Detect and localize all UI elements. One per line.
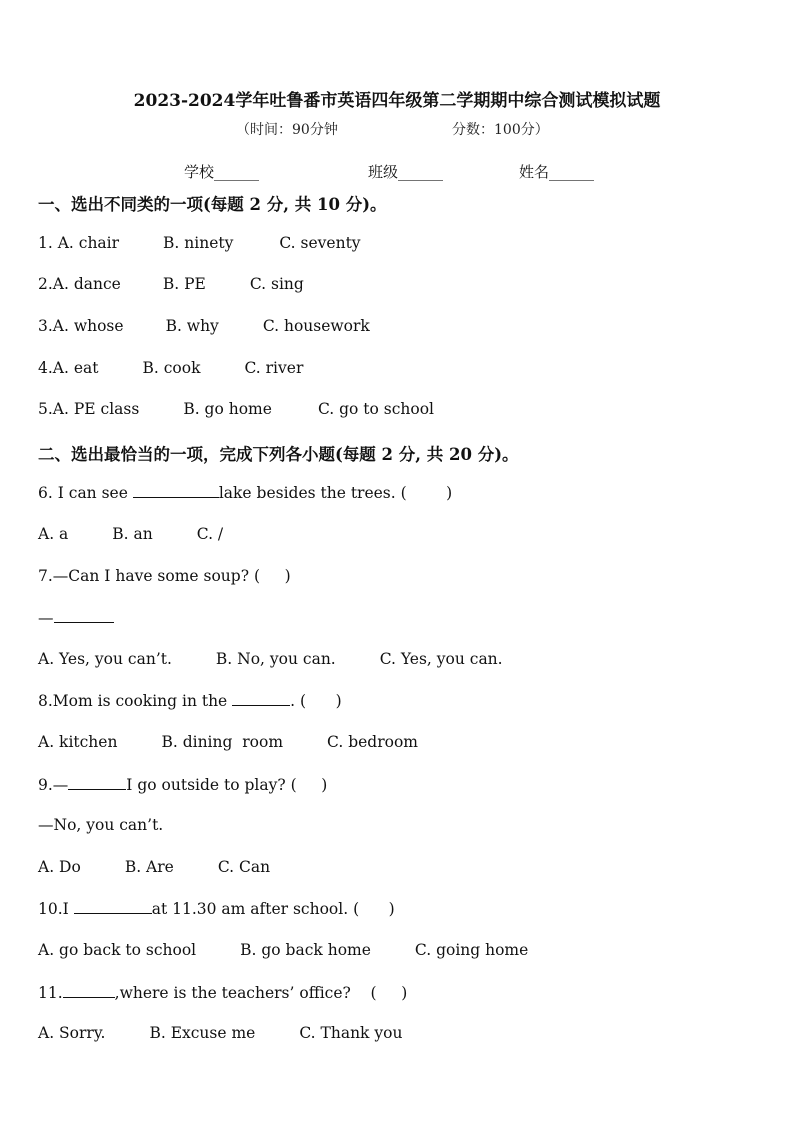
- option-b: B. Excuse me: [149, 1024, 256, 1042]
- option-c: C. go to school: [317, 400, 435, 418]
- class-field[interactable]: 班级______: [368, 163, 444, 181]
- answer-blank[interactable]: [133, 483, 219, 498]
- option-a: A. Yes, you can’t.: [38, 650, 172, 668]
- question-9-options: [38, 858, 312, 876]
- option-a: A. PE class: [52, 400, 140, 418]
- question-3: [38, 317, 412, 335]
- section2-heading: 二、选出最恰当的一项，完成下列各小题(每题 2 分, 共 20 分)。: [38, 445, 519, 464]
- exam-score: 分数：100分）: [452, 122, 549, 138]
- option-c: C. going home: [414, 941, 529, 959]
- question-10-options: [38, 941, 570, 959]
- option-b: B. cook: [142, 359, 201, 377]
- option-a: A. whose: [52, 317, 124, 335]
- question-number: 3.: [38, 317, 53, 335]
- answer-blank[interactable]: [68, 775, 126, 790]
- answer-blank[interactable]: [63, 983, 115, 998]
- answer-blank[interactable]: [54, 608, 114, 623]
- question-text: 11.: [38, 984, 63, 1002]
- option-b: B. go back home: [240, 941, 371, 959]
- question-11: [38, 983, 407, 1002]
- question-text: 8.Mom is cooking in the: [38, 692, 233, 710]
- option-a: A. chair: [57, 234, 120, 252]
- answer-blank[interactable]: [232, 691, 290, 706]
- question-8-options: [38, 733, 460, 751]
- question-text: 6. I can see: [38, 484, 133, 502]
- question-2: [38, 275, 346, 293]
- section1-heading: 一、选出不同类的一项(每题 2 分, 共 10 分)。: [38, 195, 387, 214]
- option-b: B. PE: [162, 275, 206, 293]
- question-text: 9.—: [38, 776, 69, 794]
- question-text: . ( ): [290, 692, 342, 710]
- question-8: [38, 691, 342, 710]
- question-1: [38, 234, 403, 252]
- question-number: 4.: [38, 359, 53, 377]
- option-c: C. bedroom: [327, 733, 418, 751]
- dash: —: [38, 609, 54, 627]
- answer-blank[interactable]: [74, 899, 152, 914]
- question-10: [38, 899, 395, 918]
- option-c: C. housework: [262, 317, 370, 335]
- option-c: C. river: [244, 359, 304, 377]
- option-c: C. sing: [249, 275, 304, 293]
- question-number: 2.: [38, 275, 53, 293]
- page-title: 2023-2024学年吐鲁番市英语四年级第二学期期中综合测试模拟试题: [133, 91, 661, 111]
- option-b: B. ninety: [163, 234, 234, 252]
- question-5: [38, 400, 476, 418]
- name-field[interactable]: 姓名______: [519, 163, 595, 181]
- exam-time: （时间：90分钟: [236, 122, 338, 138]
- question-text: at 11.30 am after school. ( ): [151, 900, 395, 918]
- question-9: [38, 775, 327, 794]
- option-a: A. kitchen: [38, 733, 118, 751]
- option-c: C. Thank you: [299, 1024, 403, 1042]
- option-b: B. why: [165, 317, 219, 335]
- question-text: ,where is the teachers’ office? ( ): [114, 984, 408, 1002]
- option-c: C. /: [196, 525, 224, 543]
- option-b: B. dining room: [161, 733, 284, 751]
- question-text: I go outside to play? ( ): [126, 776, 328, 794]
- question-text: 10.I: [38, 900, 74, 918]
- option-a: A. go back to school: [38, 941, 197, 959]
- option-a: A. dance: [52, 275, 121, 293]
- option-a: A. eat: [52, 359, 99, 377]
- option-c: C. Can: [217, 858, 271, 876]
- option-b: B. Are: [124, 858, 174, 876]
- question-text: lake besides the trees. ( ): [218, 484, 453, 502]
- question-7: 7.—Can I have some soup? ( ): [38, 567, 291, 585]
- option-c: C. Yes, you can.: [379, 650, 503, 668]
- question-7-options: [38, 650, 545, 668]
- option-b: B. No, you can.: [215, 650, 336, 668]
- option-b: B. go home: [183, 400, 272, 418]
- question-6: [38, 483, 452, 502]
- question-9-reply: —No, you can’t.: [38, 816, 164, 834]
- option-b: B. an: [112, 525, 153, 543]
- question-number: 1.: [38, 234, 58, 252]
- school-field[interactable]: 学校______: [184, 163, 260, 181]
- question-6-options: [38, 525, 265, 543]
- question-number: 5.: [38, 400, 53, 418]
- option-a: A. Sorry.: [38, 1024, 106, 1042]
- question-11-options: [38, 1024, 444, 1042]
- question-4: [38, 359, 345, 377]
- option-a: A. a: [38, 525, 69, 543]
- option-a: A. Do: [38, 858, 81, 876]
- option-c: C. seventy: [279, 234, 361, 252]
- question-7-reply: [38, 608, 114, 627]
